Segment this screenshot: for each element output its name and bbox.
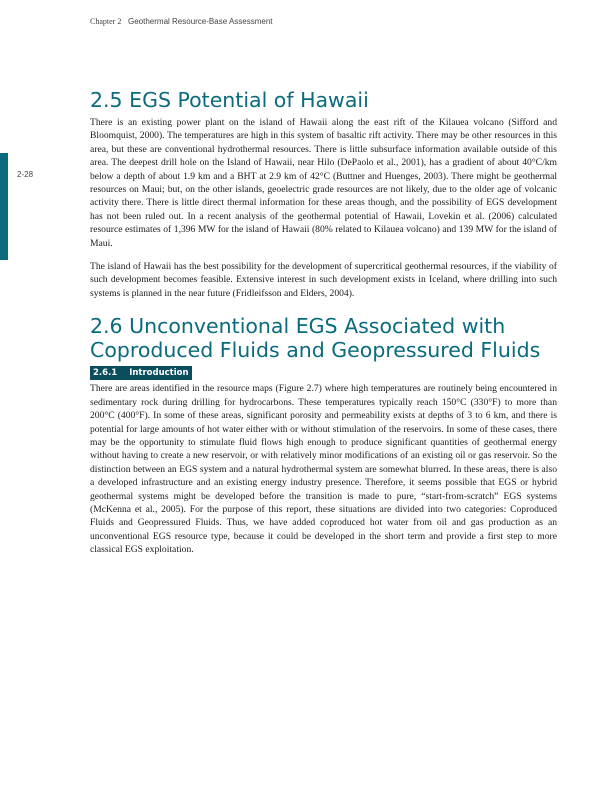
section-2-5-paragraph-2: The island of Hawaii has the best possibility for the development of supercritical geothermal resources, if the viability of such development becomes feasible. Extensive interest in such development exists in Iceland, where drilling into such systems is planned in the near future (Fridleifsson and Elders, 2004).: [90, 261, 557, 299]
section-2-6-heading-line-1: 2.6 Unconventional EGS Associated with: [90, 314, 506, 339]
running-header: [90, 17, 273, 26]
subsection-2-6-1-heading: [90, 366, 192, 380]
section-2-6-heading-line-2: Coproduced Fluids and Geopressured Fluids: [90, 338, 541, 363]
subsection-title: Introduction: [129, 368, 189, 379]
page-content: [90, 88, 557, 557]
section-2-5-heading: 2.5 EGS Potential of Hawaii: [90, 88, 369, 112]
section-2-6-1-paragraph-1: There are areas identified in the resource maps (Figure 2.7) where high temperatures are routinely being encountered in sedimentary rock during drilling for hydrocarbons. These temperatures typically reach 150°C (330°F) to more than 200°C (400°F). In some of these areas, significant porosity and permeability exists at depths of 3 to 6 km, and there is potential for large amounts of hot water either with or without stimulation of the reservoirs. In some of these cases, there may be the opportunity to stimulate fluid flows high enough to produce significant quantities of geothermal energy without having to create a new reservoir, or with relatively minor modifications of an existing oil or gas reservoir. So the distinction between an EGS system and a natural hydrothermal system are somewhat blurred. In these areas, there is also a developed infrastructure and an existing energy industry presence. Therefore, it seems possible that EGS or hybrid geothermal systems might be developed before the transition is made to pure, “start-from-scratch” EGS systems (McKenna et al., 2005). For the purpose of this report, these situations are divided into two categories: Coproduced Fluids and Geopressured Fluids. Thus, we have added coproduced hot water from oil and gas production as an unconventional EGS resource type, because it could be developed in the short term and provide a first step to more classical EGS exploitation.: [90, 383, 557, 556]
section-2-5-paragraph-1: There is an existing power plant on the island of Hawaii along the east rift of the Kilauea volcano (Sifford and Bloomquist, 2000). The temperatures are high in this system of basaltic rift activity. There may be other resources in this area, but these are conventional hydrothermal resources. There is little subsurface information available outside of this area. The deepest drill hole on the Island of Hawaii, near Hilo (DePaolo et al., 2001), has a gradient of about 40°C/km below a depth of about 1.9 km and a BHT at 2.9 km of 42°C (Buttner and Huenges, 2003). There might be geothermal resources on Maui; but, on the other islands, geoelectric grade resources are not likely, due to the older age of volcanic activity there. There is little direct thermal information for these areas though, and the possibility of EGS development has not been ruled out. In a recent analysis of the geothermal potential of Hawaii, Lovekin et al. (2006) calculated resource estimates of 1,396 MW for the island of Hawaii (80% related to Kilauea volcano) and 139 MW for the island of Maui.: [90, 117, 557, 249]
subsection-number: 2.6.1: [93, 368, 118, 379]
chapter-title: Geothermal Resource-Base Assessment: [128, 17, 273, 26]
page-edge-marker: [0, 153, 8, 260]
section-2-6-heading: [90, 314, 557, 362]
page-number: 2-28: [17, 170, 34, 179]
chapter-label: Chapter 2: [90, 17, 122, 26]
